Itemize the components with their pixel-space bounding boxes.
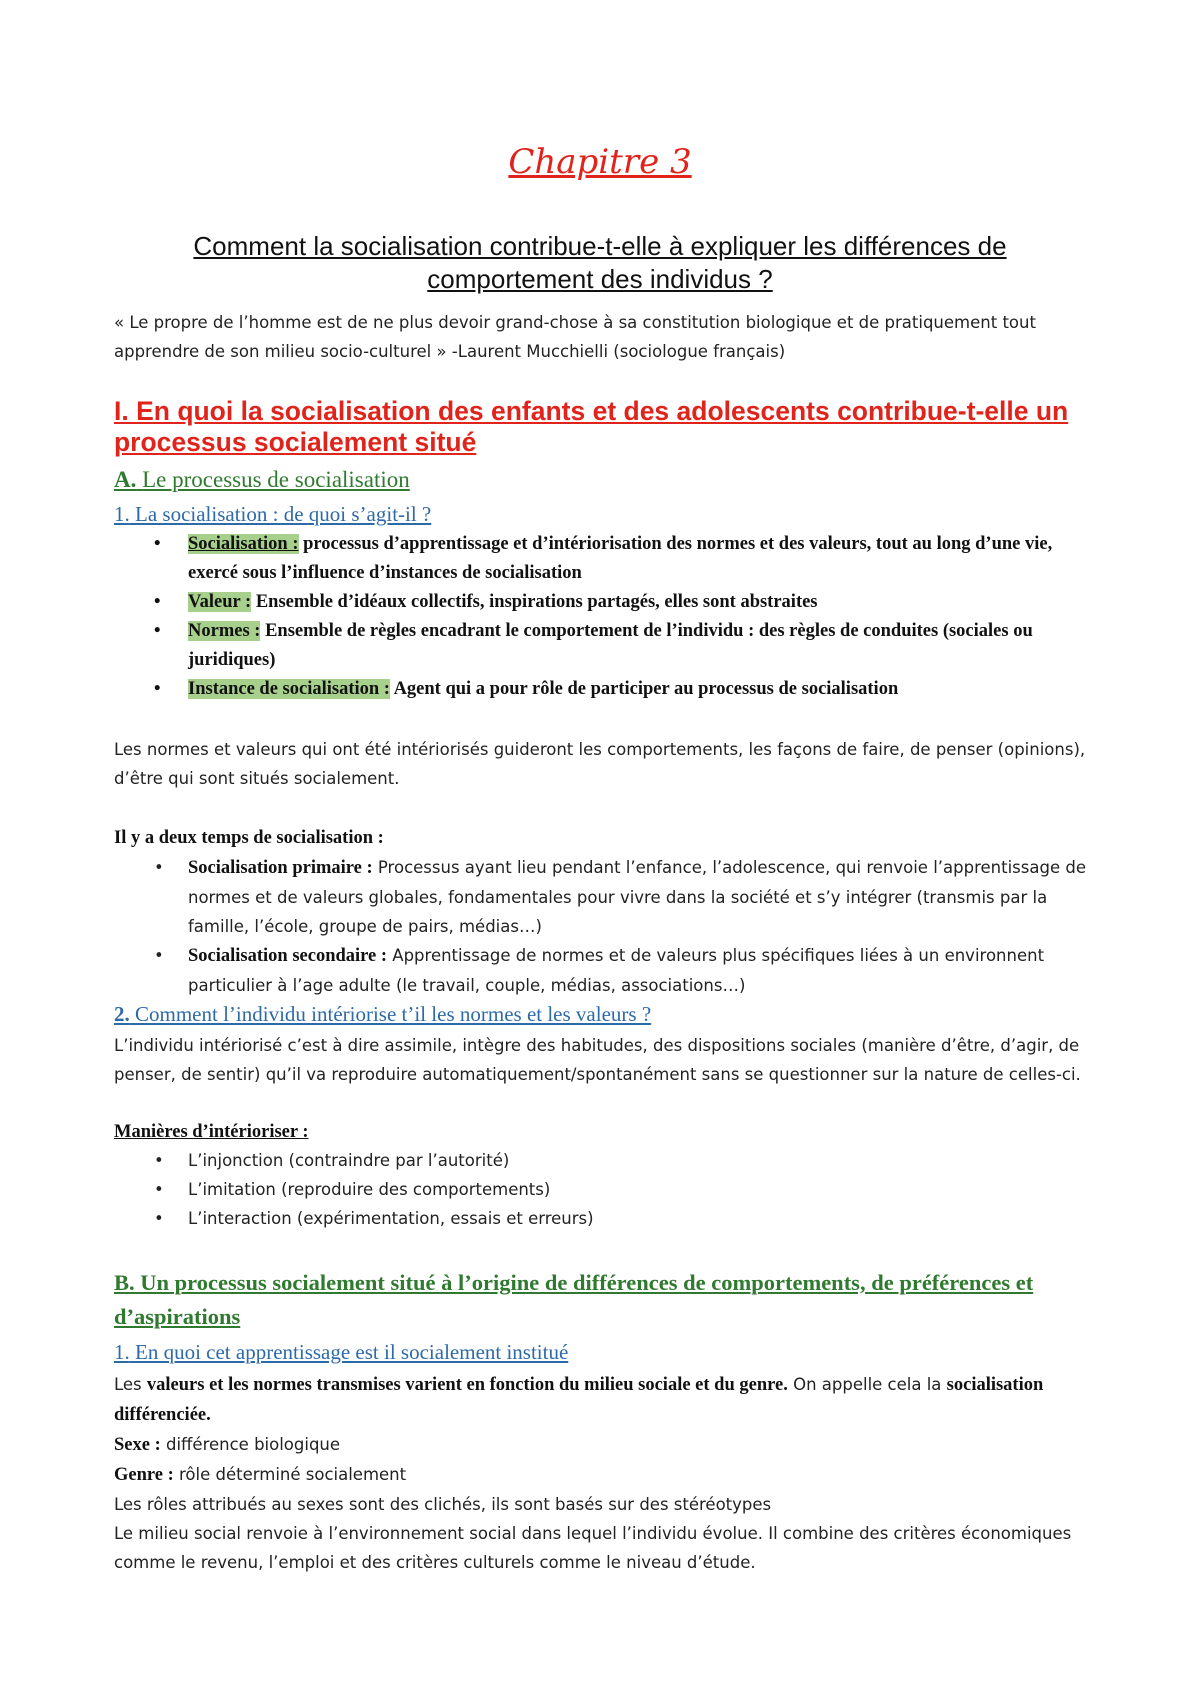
sub-B1-title: En quoi cet apprentissage est il socialement institué — [135, 1340, 569, 1364]
list-item — [114, 617, 1094, 675]
definition-term: Normes : — [188, 621, 261, 641]
list-item — [114, 1175, 1094, 1204]
sexe-text: différence biologique — [160, 1435, 341, 1454]
subsection-heading-1 — [114, 500, 431, 528]
ways-heading: Manières d’intérioriser : — [114, 1122, 309, 1142]
ways-list — [114, 1146, 1094, 1233]
socialisation-text: Processus ayant lieu pendant l’enfance, l’adolescence, qui renvoie l’apprentissage de normes et de valeurs globales, fondamentales pour vivre dans la société et s’y intégrer (transmis par la famille, l’école, groupe de pairs, médias…) — [188, 858, 1086, 936]
definition-text: Ensemble de règles encadrant le comportement de l’individu : des règles de conduites (sociales ou juridiques) — [188, 621, 1033, 670]
bullet-icon: • — [154, 858, 164, 877]
sub-B1-prefix: 1. — [114, 1340, 130, 1364]
section-A-title: Le processus de socialisation — [142, 467, 410, 492]
two-times-heading: Il y a deux temps de socialisation : — [114, 828, 384, 848]
socialisation-text: Apprentissage de normes et de valeurs plus spécifiques liées à un environnent particulier à l’age adulte (le travail, couple, médias, associations…) — [188, 946, 1045, 995]
b1-line-roles: Les rôles attribués au sexes sont des clichés, ils sont basés sur des stéréotypes — [114, 1495, 772, 1514]
subsection-heading-2 — [114, 1000, 651, 1028]
list-item — [114, 1204, 1094, 1233]
definition-term: Socialisation : — [188, 534, 299, 554]
definition-text: processus d’apprentissage et d’intériorisation des normes et des valeurs, tout au long d’une vie, exercé sous l’influence d’instances de socialisation — [188, 534, 1053, 583]
b1-body — [114, 1370, 1094, 1577]
section-heading-I: I. En quoi la socialisation des enfants et des adolescents contribue-t-elle un processus socialement situé — [114, 396, 1069, 457]
sub-1-prefix: 1. — [114, 502, 130, 526]
bullet-icon: • — [154, 592, 161, 612]
way-text: L’imitation (reproduire des comportements) — [188, 1180, 551, 1199]
sub-2-title: Comment l’individu intériorise t’il les normes et les valeurs ? — [135, 1002, 652, 1026]
paragraph-internalize: L’individu intériorisé c’est à dire assimile, intègre des habitudes, des dispositions sociales (manière d’être, d’agir, de penser, de sentir) qu’il va reproduire automatiquement/spontanément sans se questionner sur la nature de celles-ci. — [114, 1036, 1081, 1084]
way-text: L’interaction (expérimentation, essais et erreurs) — [188, 1209, 594, 1228]
bullet-icon: • — [154, 621, 161, 641]
bullet-icon: • — [154, 1180, 164, 1199]
bullet-icon: • — [154, 1209, 164, 1228]
sexe-term: Sexe : — [114, 1435, 161, 1455]
definition-term: Instance de socialisation : — [188, 679, 390, 699]
list-item — [114, 675, 1094, 704]
sub-1-title: La socialisation : de quoi s’agit-il ? — [135, 502, 432, 526]
b1-bold-text: socialisation différenciée. — [114, 1375, 1044, 1425]
definition-text: Ensemble d’idéaux collectifs, inspirations partagés, elles sont abstraites — [251, 592, 818, 612]
bullet-icon: • — [154, 946, 164, 965]
section-heading-A — [114, 466, 410, 494]
paragraph-norms: Les normes et valeurs qui ont été intériorisés guideront les comportements, les façons de faire, de penser (opinions), d’être qui sont situés socialement. — [114, 740, 1086, 788]
two-times-list — [114, 853, 1094, 1000]
socialisation-term: Socialisation secondaire : — [188, 946, 388, 966]
chapter-title: Chapitre 3 — [508, 142, 692, 182]
definition-text: Agent qui a pour rôle de participer au processus de socialisation — [389, 679, 899, 699]
genre-text: rôle déterminé socialement — [173, 1465, 407, 1484]
subsection-heading-B1 — [114, 1338, 568, 1366]
b1-line-milieu: Le milieu social renvoie à l’environnement social dans lequel l’individu évolue. Il combine des critères économiques comme le revenu, l’emploi et des critères culturels comme le niveau d’étude. — [114, 1524, 1072, 1572]
list-item — [114, 1146, 1094, 1175]
definitions-list — [114, 530, 1094, 704]
socialisation-term: Socialisation primaire : — [188, 858, 373, 878]
b1-bold-text: valeurs et les normes transmises varient en fonction du milieu sociale et du genre. — [146, 1375, 788, 1395]
section-heading-B: B. Un processus socialement situé à l’origine de différences de comportements, de préférences et d’aspirations — [114, 1270, 1034, 1329]
bullet-icon: • — [154, 534, 161, 554]
b1-text: On appelle cela la — [787, 1375, 947, 1394]
list-item — [114, 588, 1094, 617]
intro-quote: « Le propre de l’homme est de ne plus devoir grand-chose à sa constitution biologique et de pratiquement tout apprendre de son milieu socio-culturel » -Laurent Mucchielli (sociologue français) — [114, 313, 1036, 361]
way-text: L’injonction (contraindre par l’autorité) — [188, 1151, 510, 1170]
list-item — [114, 853, 1094, 941]
bullet-icon: • — [154, 679, 161, 699]
definition-term: Valeur : — [188, 592, 252, 612]
list-item — [114, 941, 1094, 1000]
genre-term: Genre : — [114, 1465, 174, 1485]
b1-line-sexe — [114, 1430, 1094, 1460]
b1-line-genre — [114, 1460, 1094, 1490]
b1-text: Les — [114, 1375, 147, 1394]
sub-2-prefix: 2. — [114, 1002, 130, 1026]
bullet-icon: • — [154, 1151, 164, 1170]
list-item — [114, 530, 1094, 588]
section-A-prefix: A. — [114, 467, 137, 492]
b1-line-norms — [114, 1370, 1094, 1430]
main-question: Comment la socialisation contribue-t-elle à expliquer les différences de comportement des individus ? — [193, 231, 1007, 294]
